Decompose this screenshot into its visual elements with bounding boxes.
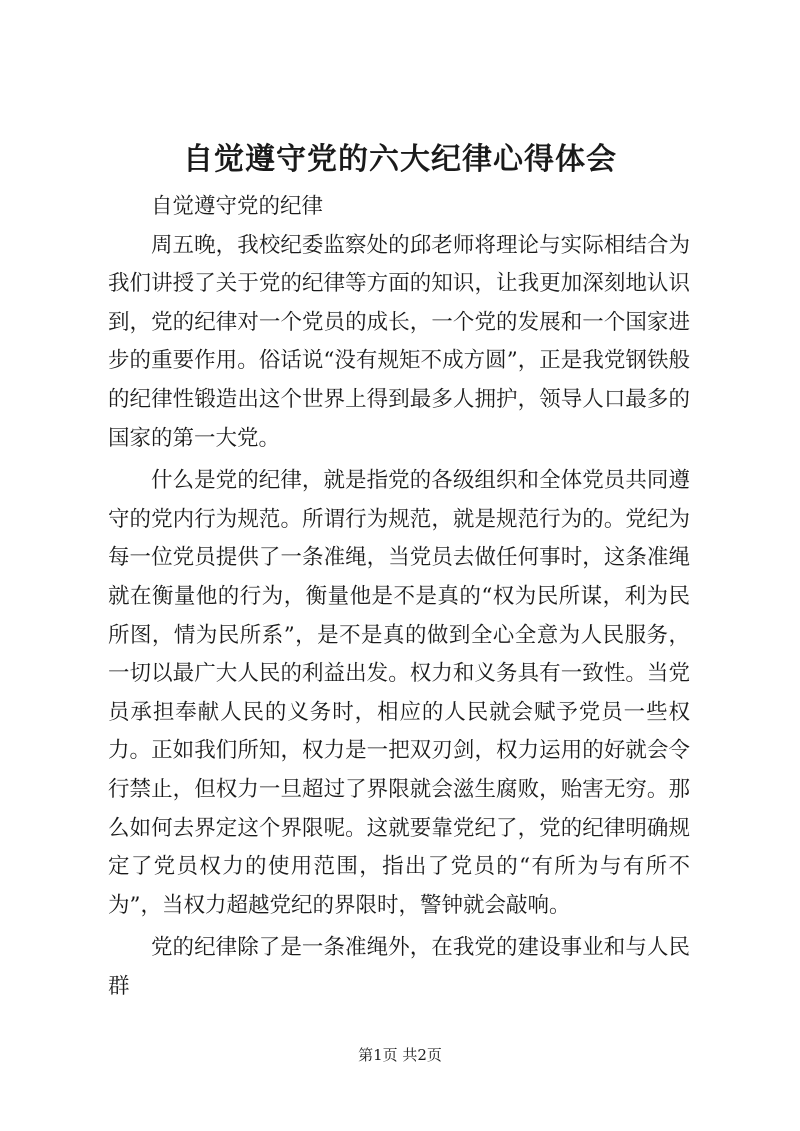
paragraph-3: 党的纪律除了是一条准绳外，在我党的建设事业和与人民群 xyxy=(108,935,690,999)
paragraph-2: 什么是党的纪律，就是指党的各级组织和全体党员共同遵守的党内行为规范。所谓行为规范，就是规范行为的。党纪为每一位党员提供了一条准绳，当党员去做任何事时，这条准绳就在衡量他的行为，衡量他是不是真的“权为民所谋，利为民所图，情为民所系”，是不是真的做到全心全意为人民服务，一切以最广大人民的利益出发。权力和义务具有一致性。当党员承担奉献人民的义务时，相应的人民就会赋予党员一些权力。正如我们所知，权力是一把双刃剑，权力运用的好就会令行禁止，但权力一旦超过了界限就会滋生腐败，贻害无穷。那么如何去界定这个界限呢。这就要靠党纪了，党的纪律明确规定了党员权力的使用范围，指出了党员的“有所为与有所不为”，当权力超越党纪的界限时，警钟就会敲响。 xyxy=(108,468,690,918)
document-body xyxy=(108,188,690,1010)
page-footer: 第1页 共2页 xyxy=(358,1046,442,1064)
paragraph-1: 周五晚，我校纪委监察处的邱老师将理论与实际相结合为我们讲授了关于党的纪律等方面的知识，让我更加深刻地认识到，党的纪律对一个党员的成长，一个党的发展和一个国家进步的重要作用。俗话说“没有规矩不成方圆”，正是我党钢铁般的纪律性锻造出这个世界上得到最多人拥护，领导人口最多的国家的第一大党。 xyxy=(108,232,690,451)
document-title: 自觉遵守党的六大纪律心得体会 xyxy=(183,142,617,177)
section-heading: 自觉遵守党的纪律 xyxy=(151,194,324,219)
